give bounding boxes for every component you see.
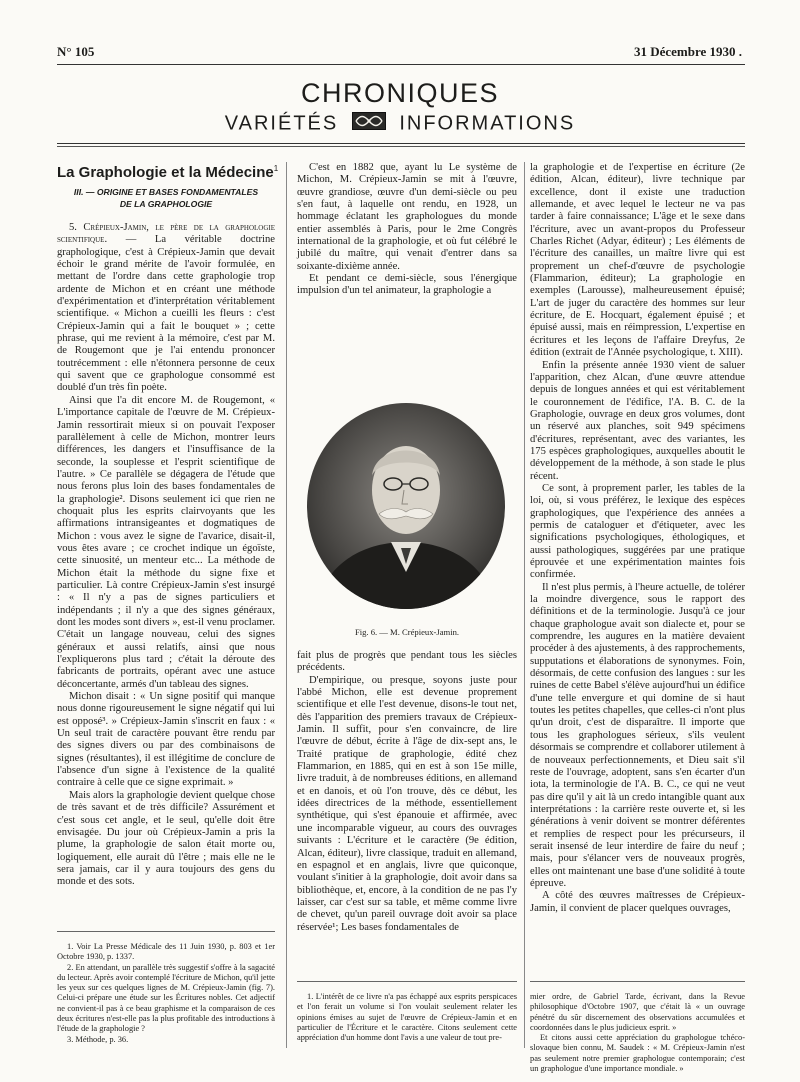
ornament-icon bbox=[352, 112, 386, 136]
section-heading: 5. Crépieux-Jamin, le père de la graphologie scientifique. bbox=[57, 222, 275, 246]
paragraph: Michon disait : « Un signe positif qui manque nous donne rigoureusement le signe négatif qui lui est opposé³. » Crépieux-Jamin s'inscrit en faux : « Un seul trait de caractère pouvant être rendu par des signes divers ou par des combinaisons de signes (résultantes), il est illégitime de conclure de l'absence d'un signe à l'existence de la qualité contraire à celle que ce signe exprimait. » bbox=[57, 691, 275, 789]
footnotes-col1 bbox=[57, 942, 275, 1045]
issue-number: N° 105 bbox=[57, 44, 95, 59]
masthead-title: CHRONIQUES bbox=[300, 78, 499, 108]
issue-date: 31 Décembre 1930 . bbox=[633, 44, 742, 59]
paragraph: fait plus de progrès que pendant tous les siècles précédents. bbox=[297, 650, 517, 674]
footnote: 1. L'intérêt de ce livre n'a pas échappé aux esprits perspicaces et l'on ferait un volume si l'on voulait seulement relater les opinions émises au sujet de l'œuvre de Crépieux-Jamin et en particulier de l'Écriture et le caractère. Citons seulement cette appréciation d'un homme dont l'avis a une valeur de tout pre- bbox=[297, 992, 517, 1043]
paragraph: Ce sont, à proprement parler, les tables de la loi, où, si vous préférez, le lexique des espèces graphologiques, que l'expérience des années a permis de cataloguer et d'étiqueter, avec les significations psychologiques, éthologiques, et aussi pathologiques, suggérées par une pratique éprouvée et une expérimentation maintes fois confirmée. bbox=[530, 482, 745, 581]
footnote: mier ordre, de Gabriel Tarde, écrivant, dans la Revue philosophique d'Octobre 1907, que c'était là « un ouvrage pénétré du sûr discernement des observations accumulées et coordonnées dans le plus judicieux esprit. » bbox=[530, 992, 745, 1032]
paragraph: Mais alors la graphologie devient quelque chose de très savant et de très difficile? Assurément et c'est sous cet angle, et le seul, qu'elle doit être envisagée. Du jour où Crépieux-Jamin a pris la plume, la graphologie de salon était morte ou, logiquement, elle aurait dû l'être ; mais elle ne le sera jamais, car il y aura toujours des gens du monde et des sots. bbox=[57, 789, 275, 888]
footnote: 3. Méthode, p. 36. bbox=[67, 1034, 129, 1044]
footnote: 2. En attendant, un parallèle très suggestif s'offre à la sagacité du lecteur. Après avoir contemplé l'écriture de Michon, qu'il jette les yeux sur ces quelques lignes de M. Crépieux-Jamin (fig. 7). Celui-ci prépare une étude sur les Écritures nobles. Cet adjectif ne convient-il pas à ce beau graphisme et la comparaison de ces deux écritures n'est-elle pas la plus profitable des introductions à l'étude de la graphologie ? bbox=[57, 962, 275, 1034]
paragraph: C'est en 1882 que, ayant lu Le système de Michon, M. Crépieux-Jamin se mit à l'œuvre, œuvre grandiose, œuvre d'un demi-siècle ou peu s'en faut, à laquelle ont rendu, en 1928, un hommage éclatant les graphologues du monde entier assemblés à Paris, pour le 2me Congrès international de la graphologie, et où fut célébré le jubilé du maître, qui venait d'entrer dans sa soixante-dixième année. bbox=[297, 162, 517, 272]
top-rule bbox=[57, 64, 745, 65]
paragraph: la graphologie et de l'expertise en écriture (2e édition, Alcan, éditeur), livre technique par excellence, dont il existe une traduction allemande, et avec lequel le lecteur ne va pas tarder à faire connaissance; L'âge et le sexe dans l'écriture, avec un avant-propos du Professeur Charles Richet (Adyar, éditeur) ; Les éléments de l'écriture des canailles, un maître livre qui est proprement un chef-d'œuvre de psychologie (Flammarion, éditeur); La graphologie en exemples (Larousse), malheureusement épuisé; L'art de juger du caractère des hommes sur leur écriture, de E. Hocquart, également épuisé ; et épuisé aussi, mais en réimpression, L'expertise en écritures et les leçons de l'affaire Dreyfus, 2e édition (extrait de l'Année psychologique, t. XIII). bbox=[530, 162, 745, 359]
masthead-rule bbox=[57, 143, 745, 144]
masthead-right: INFORMATIONS bbox=[399, 112, 576, 135]
paragraph: Et pendant ce demi-siècle, sous l'énergique impulsion d'un tel animateur, la graphologie a bbox=[297, 273, 517, 297]
footnote: Et citons aussi cette appréciation du graphologue tchéco-slovaque bien connu, M. Saudek : « M. Crépieux-Jamin n'est pas seulement notre premier graphologue contemporain; c'est un graphologue d'une importance mondiale. » bbox=[530, 1033, 745, 1074]
portrait-figure bbox=[305, 402, 507, 610]
footnote-rule bbox=[530, 981, 745, 982]
figure-caption: Fig. 6. — M. Crépieux-Jamin. bbox=[354, 627, 460, 637]
column-3 bbox=[530, 162, 745, 915]
column-divider bbox=[524, 162, 525, 1048]
column-2-bottom bbox=[297, 650, 517, 934]
footnote-rule bbox=[57, 931, 275, 932]
footnotes-col3 bbox=[530, 992, 745, 1074]
column-2-top bbox=[297, 162, 517, 298]
paragraph: 5. Crépieux-Jamin, le père de la graphologie scientifique. — La véritable doctrine graphologique, c'est à Crépieux-Jamin que devait échoir le grand mérite de l'avoir formulée, en mettant de l'ordre dans cette graphologie trop ardente de Michon et en créant une méthode d'expérimentation et d'interprétation véritablement scientifique. « Michon a cueilli les fleurs : c'est Crépieux-Jamin qui a fait le bouquet » ; cette phrase, qui me revient à la mémoire, c'est par M. de Rougemont que je l'ai entendu prononcer toutrécemment : elle n'étonnera personne de ceux qui savent que ce graphologue consommé est doublé d'un très fin poète. bbox=[57, 222, 275, 394]
paragraph: Enfin la présente année 1930 vient de saluer l'apparition, chez Alcan, d'une œuvre attendue depuis de longues années et qui est véritablement le couronnement de l'édifice, l'A. B. C. de la Graphologie, ouvrage en deux gros volumes, dont un réservé aux planches, soit 949 spécimens d'écritures, représentant, avec des variantes, les 175 espèces graphologiques, auxquelles aboutit le développement de la méthode, à son stade le plus récent. bbox=[530, 359, 745, 482]
footnote: 1. Voir La Presse Médicale des 11 Juin 1930, p. 803 et 1er Octobre 1930, p. 1337. bbox=[57, 942, 275, 962]
column-divider bbox=[286, 162, 287, 1048]
paragraph: Il n'est plus permis, à l'heure actuelle, de tolérer la moindre divergence, sous le rapport des définitions et de la terminologie. Jusqu'à ce jour chaque graphologue avait son dialecte et, pour se comprendre, les augures en la matière devaient procéder à des ajustements, à des rapprochements, supputations et élaborations de synonymes. Foin, désormais, de cette confusion des langues : sur les ruines de cette Babel s'élève aujourd'hui un édifice d'une telle envergure et qui domine de si haut toutes les petites chapelles, que celles-ci n'ont plus qu'un droit, c'est de disparaître. Il importe que tous les graphologues sérieux, s'ils veulent désormais se comprendre et collaborer utilement à de nouveaux perfectionnements, et Dieu sait s'il reste de l'ouvrage, adoptent, sans s'en écarter d'un iota, la terminologie de l'A. B. C., ce qui ne veut pas dire qu'il y ait là un credo intangible quant aux interprétations : la carrière reste ouverte et, si les générations à venir doivent se montrer déférentes et remplies de respect pour les précurseurs, il serait insensé de leur interdire de faire du neuf ; mais, pour s'élancer vers de nouveaux progrès, elles ont maintenant une base d'une solidité à toute épreuve. bbox=[530, 581, 745, 889]
article-subtitle bbox=[57, 186, 275, 210]
paragraph: A côté des œuvres maîtresses de Crépieux-Jamin, il convient de placer quelques ouvrages, bbox=[530, 890, 745, 914]
masthead-left: VARIÉTÉS bbox=[224, 112, 339, 135]
masthead-rule-thin bbox=[57, 146, 745, 147]
paragraph: D'empirique, ou presque, soyons juste pour l'abbé Michon, elle est devenue proprement scientifique et elle l'est devenue, disons-le tout net, dès l'apparition des premiers travaux de Crépieux-Jamin. Il suffit, pour s'en convaincre, de lire l'œuvre de début, écrite à l'âge de dix-sept ans, le Traité pratique de graphologie, édité chez Flammarion, en 1885, qui en est à son 15e mille, livre traduit, à de nombreuses éditions, en allemand et en danois, et où l'on trouve, dès ce début, les idées directrices de la méthode, essentiellement synthétique, qui s'est épanouie et affirmée, avec une incomparable vigueur, au cours des ouvrages suivants : L'écriture et le caractère (9e édition, Alcan, éditeur), livre classique, traduit en allemand, en espagnol et en anglais, livre que quiconque, voulant s'initier à la graphologie, doit avoir dans sa bibliothèque, et, encore, à la condition de ne pas l'y laisser, car c'est sur sa table, et même comme livre de chevet, qu'un pareil ouvrage doit avoir sa place réservée¹; Les bases fondamentales de bbox=[297, 674, 517, 933]
paragraph: Ainsi que l'a dit encore M. de Rougemont, « L'importance capitale de l'œuvre de M. Crépieux-Jamin ressortirait mieux si on pouvait l'exposer parallèlement à celle de Michon, montrer leurs différences, les dangers et l'insuffisance de la seconde, la souplesse et l'esprit scientifique de l'autre. » Ce parallèle se dégagera de l'étude que nous ferons plus loin des bases fondamentales de la graphologie². Disons seulement ici que rien ne choquait plus les esprits clairvoyants que les affirmations intransigeantes et dogmatiques de Michon : vous avez le signe de l'avarice, disait-il, vous êtes avare ; ce crochet indique un égoïste, cette sinuosité, un menteur etc... La méthode de Michon était la méthode du signe fixe et particulier. Là contre Crépieux-Jamin s'est insurgé : « Il n'y a pas de signes particuliers et indépendants ; il n'y a que des signes généraux, dont les modes sont divers », est-il venu proclamer. C'était un langage nouveau, celui des signes généraux et aussi relatifs, ainsi que nous l'expliquerons plus tard ; c'était la déroute des fabricants de portraits, opérant avec une astuce déconcertante, armés d'un tableau des signes. bbox=[57, 394, 275, 690]
footnotes-col2 bbox=[297, 992, 517, 1043]
column-1 bbox=[57, 222, 275, 889]
footnote-rule bbox=[297, 981, 517, 982]
subtitle-line-2: DE LA GRAPHOLOGIE bbox=[119, 199, 213, 209]
masthead-subtitle bbox=[0, 112, 800, 136]
subtitle-line-1: III. — ORIGINE ET BASES FONDAMENTALES bbox=[73, 187, 259, 197]
article-title: La Graphologie et la Médecine$^1$ bbox=[57, 164, 279, 181]
title-footnote-ref: 1 bbox=[273, 164, 279, 173]
